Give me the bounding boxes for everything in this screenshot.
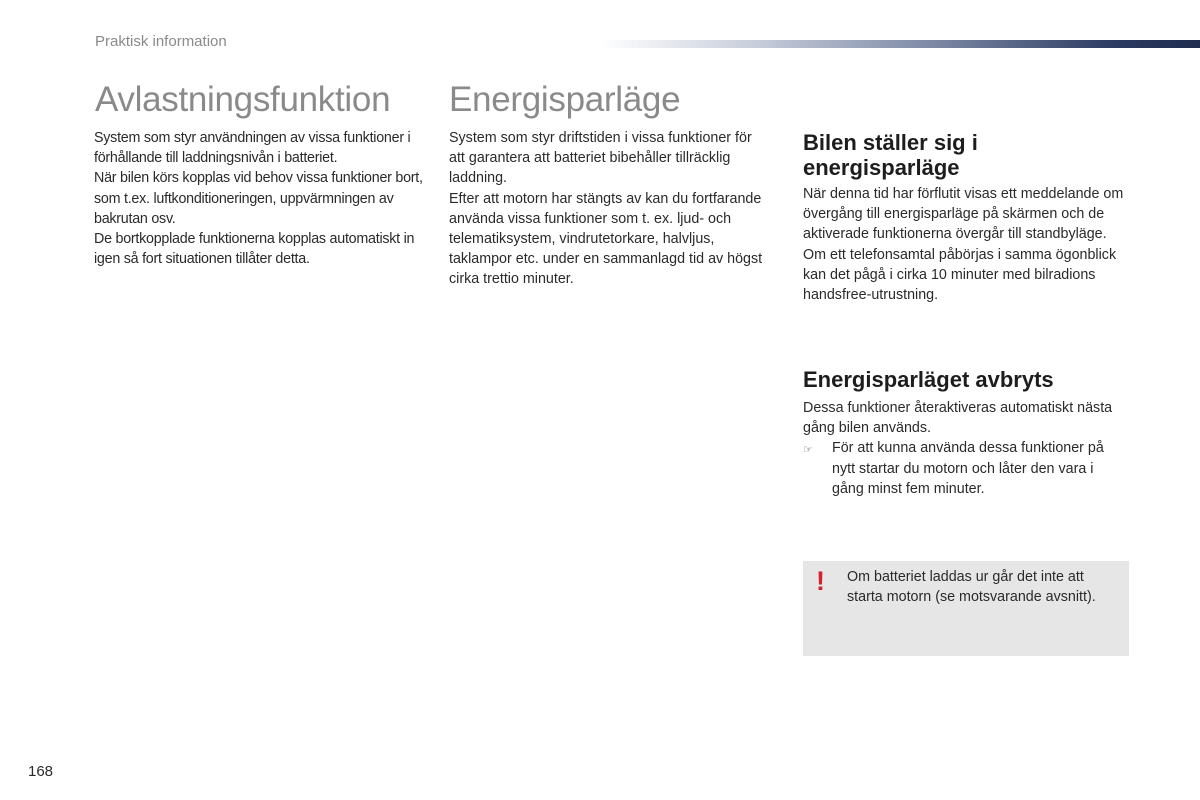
pointing-hand-icon: ☞: [803, 444, 813, 457]
bullet-text: För att kunna använda dessa funktioner på nytt startar du motorn och låter den vara i gång minst fem minuter.: [832, 440, 1104, 497]
page-number: 168: [28, 763, 54, 780]
left-column-text: [94, 128, 426, 269]
right-paragraph: Om ett telefonsamtal påbörjas i samma ögonblick kan det pågå i cirka 10 minuter med bilradions handsfree-utrustning.: [803, 246, 1117, 304]
warning-box: [803, 561, 1129, 656]
warning-exclamation-icon: !: [816, 566, 825, 596]
middle-paragraph: System som styr driftstiden i vissa funktioner för att garantera att batteriet bibehåller tillräcklig laddning.: [449, 130, 752, 187]
middle-paragraph: Efter att motorn har stängts av kan du fortfarande använda vissa funktioner som t. ex. ljud- och telematiksystem, vindrutetorkare, halvljus, taklampor etc. under en sammanlagd tid av högst cirka trettio minuter.: [449, 190, 763, 288]
left-paragraph: De bortkopplade funktionerna kopplas automatiskt in igen så fort situationen tillåter detta.: [94, 231, 415, 268]
heading-energisparlaget-avbryts: Energisparläget avbryts: [803, 367, 1054, 392]
header-gradient-bar: [600, 40, 1200, 48]
left-paragraph: System som styr användningen av vissa funktioner i förhållande till laddningsnivån i batteriet.: [94, 130, 411, 167]
right-paragraph: När denna tid har förflutit visas ett meddelande om övergång till energisparläge på skärmen och de aktiverade funktionerna övergår till standbyläge.: [803, 186, 1124, 243]
heading-bilen-staller-sig: Bilen ställer sig i energisparläge: [803, 130, 978, 180]
right-section2-text: [803, 398, 1129, 499]
title-energisparlage: Energisparläge: [449, 80, 681, 119]
title-avlastningsfunktion: Avlastningsfunktion: [95, 80, 391, 119]
right-paragraph: Dessa funktioner återaktiveras automatiskt nästa gång bilen används.: [803, 400, 1113, 437]
left-paragraph: När bilen körs kopplas vid behov vissa funktioner bort, som t.ex. luftkonditioneringen, uppvärmningen av bakrutan osv.: [94, 170, 423, 227]
section-label: Praktisk information: [95, 33, 227, 50]
bullet-item: [803, 438, 1129, 499]
middle-column-text: [449, 128, 769, 290]
right-section1-text: [803, 184, 1129, 305]
warning-text: Om batteriet laddas ur går det inte att starta motorn (se motsvarande avsnitt).: [847, 569, 1096, 606]
